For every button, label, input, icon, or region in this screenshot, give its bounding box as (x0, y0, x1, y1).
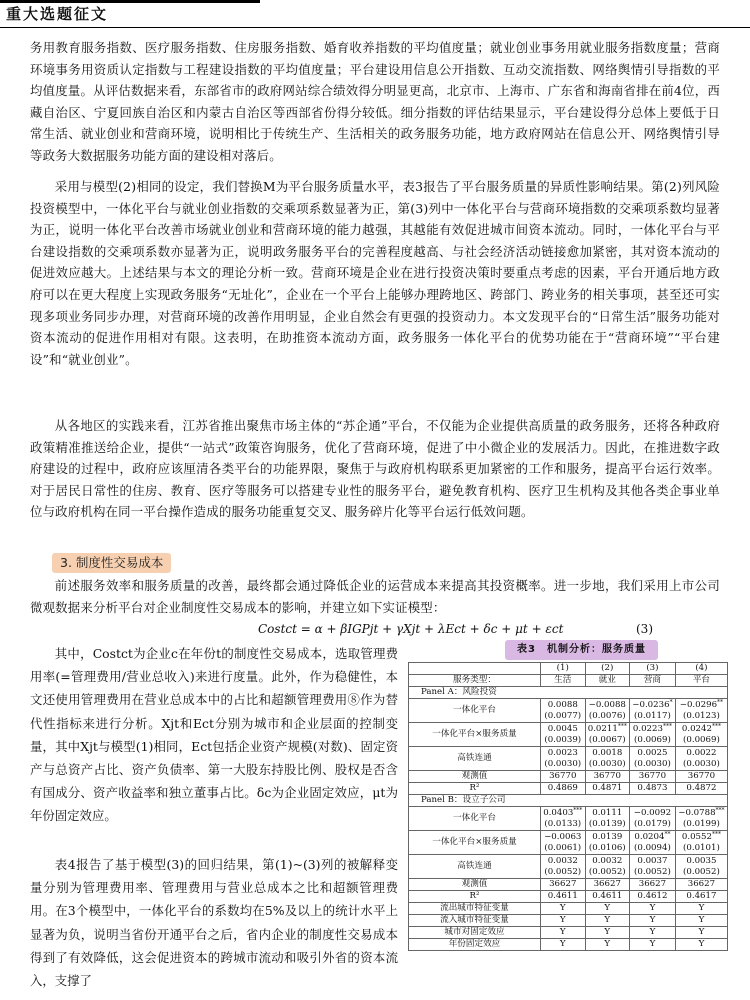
coef-cell (630, 831, 676, 855)
equation: Costct = α + βIGPjt + γXjt + λEct + δc + μt + εct (258, 622, 564, 636)
coef-value: −0.0788*** (678, 806, 725, 818)
value-cell: 36770 (585, 771, 630, 783)
column-type: 平台 (675, 675, 727, 687)
column-type: 营商 (630, 675, 676, 687)
coef-cell (630, 723, 676, 747)
obs-row (409, 879, 728, 891)
coef-value: 0.0211*** (587, 722, 627, 734)
coef-value: 0.0403*** (543, 806, 583, 818)
row-label: 一体化平台×服务质量 (409, 831, 541, 855)
coef-value: −0.0063 (544, 831, 582, 842)
column-number: (3) (630, 663, 676, 675)
value-cell: Y (675, 927, 727, 939)
value-cell: Y (630, 915, 676, 927)
value-cell: 36627 (541, 879, 586, 891)
std-error: (0.0139) (588, 818, 626, 829)
std-error: (0.0030) (683, 758, 720, 769)
coef-cell (630, 747, 676, 771)
coef-cell (630, 855, 676, 879)
coef-row (409, 723, 728, 747)
r2-row (409, 891, 728, 903)
std-error: (0.0039) (544, 734, 582, 745)
panel-label: Panel A：风险投资 (409, 687, 728, 699)
coef-cell (675, 831, 727, 855)
std-error: (0.0133) (544, 818, 582, 829)
table-header-row (409, 663, 728, 675)
row-label: 一体化平台 (409, 699, 541, 723)
value-cell: 36770 (541, 771, 586, 783)
value-cell: Y (585, 927, 630, 939)
coef-value: 0.0088 (547, 699, 578, 710)
coef-value: −0.0088 (588, 699, 626, 710)
column-number: (4) (675, 663, 727, 675)
value-cell: Y (675, 915, 727, 927)
coef-value: −0.0236* (632, 698, 673, 710)
coef-value: 0.0139 (592, 831, 623, 842)
coef-cell (541, 699, 586, 723)
std-error: (0.0101) (683, 842, 720, 853)
std-error: (0.0030) (588, 758, 626, 769)
value-cell: Y (630, 927, 676, 939)
row-label: 流入城市特征变量 (409, 915, 541, 927)
coef-value: 0.0023 (547, 747, 578, 758)
section-heading: 3. 制度性交易成本 (52, 553, 171, 573)
r2-row (409, 783, 728, 795)
coef-value: 0.0035 (686, 855, 717, 866)
row-label: 年份固定效应 (409, 939, 541, 951)
results-table (408, 662, 728, 951)
coef-value: −0.0092 (633, 807, 672, 818)
row-label: 一体化平台 (409, 807, 541, 831)
value-cell: Y (585, 903, 630, 915)
coef-value: 0.0045 (547, 723, 578, 734)
coef-cell (585, 855, 630, 879)
value-cell: Y (585, 915, 630, 927)
value-cell: 0.4872 (675, 783, 727, 795)
std-error: (0.0067) (588, 734, 626, 745)
column-type: 生活 (541, 675, 586, 687)
row-label: 流出城市特征变量 (409, 903, 541, 915)
coef-cell (585, 723, 630, 747)
coef-cell (541, 855, 586, 879)
column-type: 就业 (585, 675, 630, 687)
std-error: (0.0069) (634, 734, 671, 745)
coef-value: 0.0025 (637, 747, 668, 758)
coef-cell (675, 855, 727, 879)
value-cell: 36627 (675, 879, 727, 891)
row-label: 观测值 (409, 771, 541, 783)
panel-row (409, 687, 728, 699)
coef-row (409, 855, 728, 879)
value-cell: 36770 (630, 771, 676, 783)
control-row (409, 903, 728, 915)
std-error: (0.0052) (634, 866, 671, 877)
coef-value: 0.0032 (592, 855, 623, 866)
value-cell: 0.4869 (541, 783, 586, 795)
header-underline (0, 27, 750, 28)
row-label: 高铁连通 (409, 747, 541, 771)
coef-cell (541, 831, 586, 855)
value-cell: Y (630, 903, 676, 915)
type-label: 服务类型： (409, 675, 541, 687)
table-type-row (409, 675, 728, 687)
row-label: R² (409, 783, 541, 795)
row-label: 高铁连通 (409, 855, 541, 879)
panel-row (409, 795, 728, 807)
coef-row (409, 747, 728, 771)
value-cell: 0.4871 (585, 783, 630, 795)
coef-cell (585, 831, 630, 855)
coef-value: 0.0204** (634, 830, 671, 842)
coef-value: 0.0032 (547, 855, 578, 866)
value-cell: Y (675, 939, 727, 951)
coef-cell (541, 723, 586, 747)
value-cell: Y (675, 903, 727, 915)
std-error: (0.0030) (544, 758, 582, 769)
page-header (0, 0, 750, 28)
column-number: (1) (541, 663, 586, 675)
coef-row (409, 831, 728, 855)
coef-cell (585, 807, 630, 831)
coef-value: 0.0111 (592, 807, 623, 818)
value-cell: 0.4612 (630, 891, 676, 903)
paragraph-6: 表4报告了基于模型(3)的回归结果，第(1)~(3)列的被解释变量分别为管理费用率、管理费用与营业总成本之比和超额管理费用。在3个模型中，一体化平台的系数均在5%及以上的统计水平上显著为负，说明当省份开通平台之后，省内企业的制度性交易成本得到了有效降低，这会促进资本的跨城市流动和吸引外省的资本流入，支撑了 (30, 857, 398, 989)
coef-value: 0.0223*** (632, 722, 672, 734)
coef-value: 0.0552*** (681, 830, 721, 842)
coef-cell (585, 747, 630, 771)
std-error: (0.0179) (634, 818, 671, 829)
coef-row (409, 807, 728, 831)
obs-row (409, 771, 728, 783)
control-row (409, 927, 728, 939)
value-cell: Y (630, 939, 676, 951)
value-cell: Y (585, 939, 630, 951)
std-error: (0.0106) (588, 842, 626, 853)
std-error: (0.0052) (588, 866, 626, 877)
coef-value: 0.0242*** (681, 722, 721, 734)
table-title: 表3 机制分析：服务质量 (505, 640, 658, 660)
coef-value: 0.0018 (592, 747, 623, 758)
std-error: (0.0117) (634, 710, 671, 721)
value-cell: Y (541, 939, 586, 951)
column-title: 重大选题征文 (6, 5, 109, 23)
coef-value: 0.0037 (637, 855, 668, 866)
coef-cell (541, 747, 586, 771)
std-error: (0.0077) (544, 710, 582, 721)
table-corner-cell (409, 663, 541, 675)
control-row (409, 915, 728, 927)
value-cell: 36627 (630, 879, 676, 891)
std-error: (0.0069) (683, 734, 720, 745)
coef-cell (675, 747, 727, 771)
std-error: (0.0052) (683, 866, 720, 877)
std-error: (0.0123) (683, 710, 720, 721)
coef-cell (630, 699, 676, 723)
value-cell: 36627 (585, 879, 630, 891)
coef-cell (675, 807, 727, 831)
panel-label: Panel B：设立子公司 (409, 795, 728, 807)
coef-cell (585, 699, 630, 723)
value-cell: 36770 (675, 771, 727, 783)
coef-value: 0.0022 (686, 747, 717, 758)
row-label: R² (409, 891, 541, 903)
coef-cell (630, 807, 676, 831)
value-cell: Y (541, 903, 586, 915)
control-row (409, 939, 728, 951)
std-error: (0.0199) (683, 818, 720, 829)
coef-value: −0.0296** (679, 698, 724, 710)
std-error: (0.0061) (544, 842, 582, 853)
paragraph-3: 从各地区的实践来看，江苏省推出聚焦市场主体的“苏企通”平台，不仅能为企业提供高质量的政务服务，还将各种政府政策精准推送给企业，提供“一站式”政策咨询服务，优化了营商环境，促进了中小微企业的发展活力。因此，在推进数字政府建设的过程中，政府应该厘清各类平台的功能界限，聚焦于与政府机构联系更加紧密的工作和服务，提高平台运行效率。对于居民日常性的住房、教育、医疗等服务可以搭建专业性的服务平台，避免教育机构、医疗卫生机构及其他各类企事业单位与政府机构在同一平台操作造成的服务功能重复交叉、服务碎片化等平台运行低效问题。 (30, 418, 720, 520)
coef-cell (675, 723, 727, 747)
value-cell: 0.4617 (675, 891, 727, 903)
value-cell: 0.4873 (630, 783, 676, 795)
coef-row (409, 699, 728, 723)
paragraph-2: 采用与模型(2)相同的设定，我们替换M为平台服务质量水平，表3报告了平台服务质量的异质性影响结果。第(2)列风险投资模型中，一体化平台与就业创业指数的交乘项系数显著为正，第(3)列中一体化平台与营商环境指数的交乘项系数均显著为正，说明一体化平台改善市场就业创业和营商环境的能力越强，其越能有效促进城市间资本流动。同时，一体化平台与平台建设指数的交乘项系数亦显著为正，说明政务服务平台的完善程度越高、与社会经济活动链接愈加紧密，其对资本流动的促进效应越大。上述结果与本文的理论分析一致。营商环境是企业在进行投资决策时要重点考虑的因素，平台开通后地方政府可以在更大程度上实现政务服务“无址化”，企业在一个平台上能够办理跨地区、跨部门、跨业务的相关事项，甚至还可实现多项业务同步办理，对营商环境的改善作用明显，企业自然会有更强的投资动力。本文发现平台的“日常生活”服务功能对资本流动的促进作用相对有限。这表明，在助推资本流动方面，政务服务一体化平台的优势功能在于“营商环境”“平台建设”和“就业创业”。 (30, 179, 720, 367)
coef-cell (541, 807, 586, 831)
value-cell: 0.4611 (585, 891, 630, 903)
coef-cell (675, 699, 727, 723)
std-error: (0.0030) (634, 758, 671, 769)
paragraph-5: 其中，Costct为企业c在年份t的制度性交易成本，选取管理费用率(=管理费用/营业总收入)来进行度量。此外，作为稳健性，本文还使用管理费用在营业总成本中的占比和超额管理费用⑧作为替代性指标来进行分析。Xjt和Ect分别为城市和企业层面的控制变量，其中Xjt与模型(1)相同，Ect包括企业资产规模(对数)、固定资产与总资产占比、资产负债率、第一大股东持股比例、股权是否含有国成分、资产收益率和独立董事占比。δc为企业固定效应，μt为年份固定效应。 (30, 646, 398, 824)
row-label: 观测值 (409, 879, 541, 891)
row-label: 一体化平台×服务质量 (409, 723, 541, 747)
std-error: (0.0094) (634, 842, 671, 853)
value-cell: 0.4611 (541, 891, 586, 903)
std-error: (0.0052) (544, 866, 582, 877)
row-label: 城市对固定效应 (409, 927, 541, 939)
value-cell: Y (541, 915, 586, 927)
value-cell: Y (541, 927, 586, 939)
std-error: (0.0076) (588, 710, 626, 721)
paragraph-4: 前述服务效率和服务质量的改善，最终都会通过降低企业的运营成本来提高其投资概率。进一步地，我们采用上市公司微观数据来分析平台对企业制度性交易成本的影响，并建立如下实证模型： (30, 578, 720, 615)
paragraph-1: 务用教育服务指数、医疗服务指数、住房服务指数、婚育收养指数的平均值度量；就业创业事务用就业服务指数度量；营商环境事务用资质认定指数与工程建设指数的平均值度量；平台建设用信息公开指数、互动交流指数、网络舆情引导指数的平均值度量。从评估数据来看，东部省市的政府网站综合绩效得分明显更高，北京市、上海市、广东省和海南省排在前4位，西藏自治区、宁夏回族自治区和内蒙古自治区等西部省份得分较低。细分指数的评估结果显示，平台建设得分总体上要低于日常生活、就业创业和营商环境，说明相比于传统生产、生活相关的政务服务功能，地方政府网站在信息公开、网络舆情引导等政务大数据服务功能方面的建设相对落后。 (30, 40, 720, 163)
column-number: (2) (585, 663, 630, 675)
equation-number: (3) (636, 622, 653, 636)
